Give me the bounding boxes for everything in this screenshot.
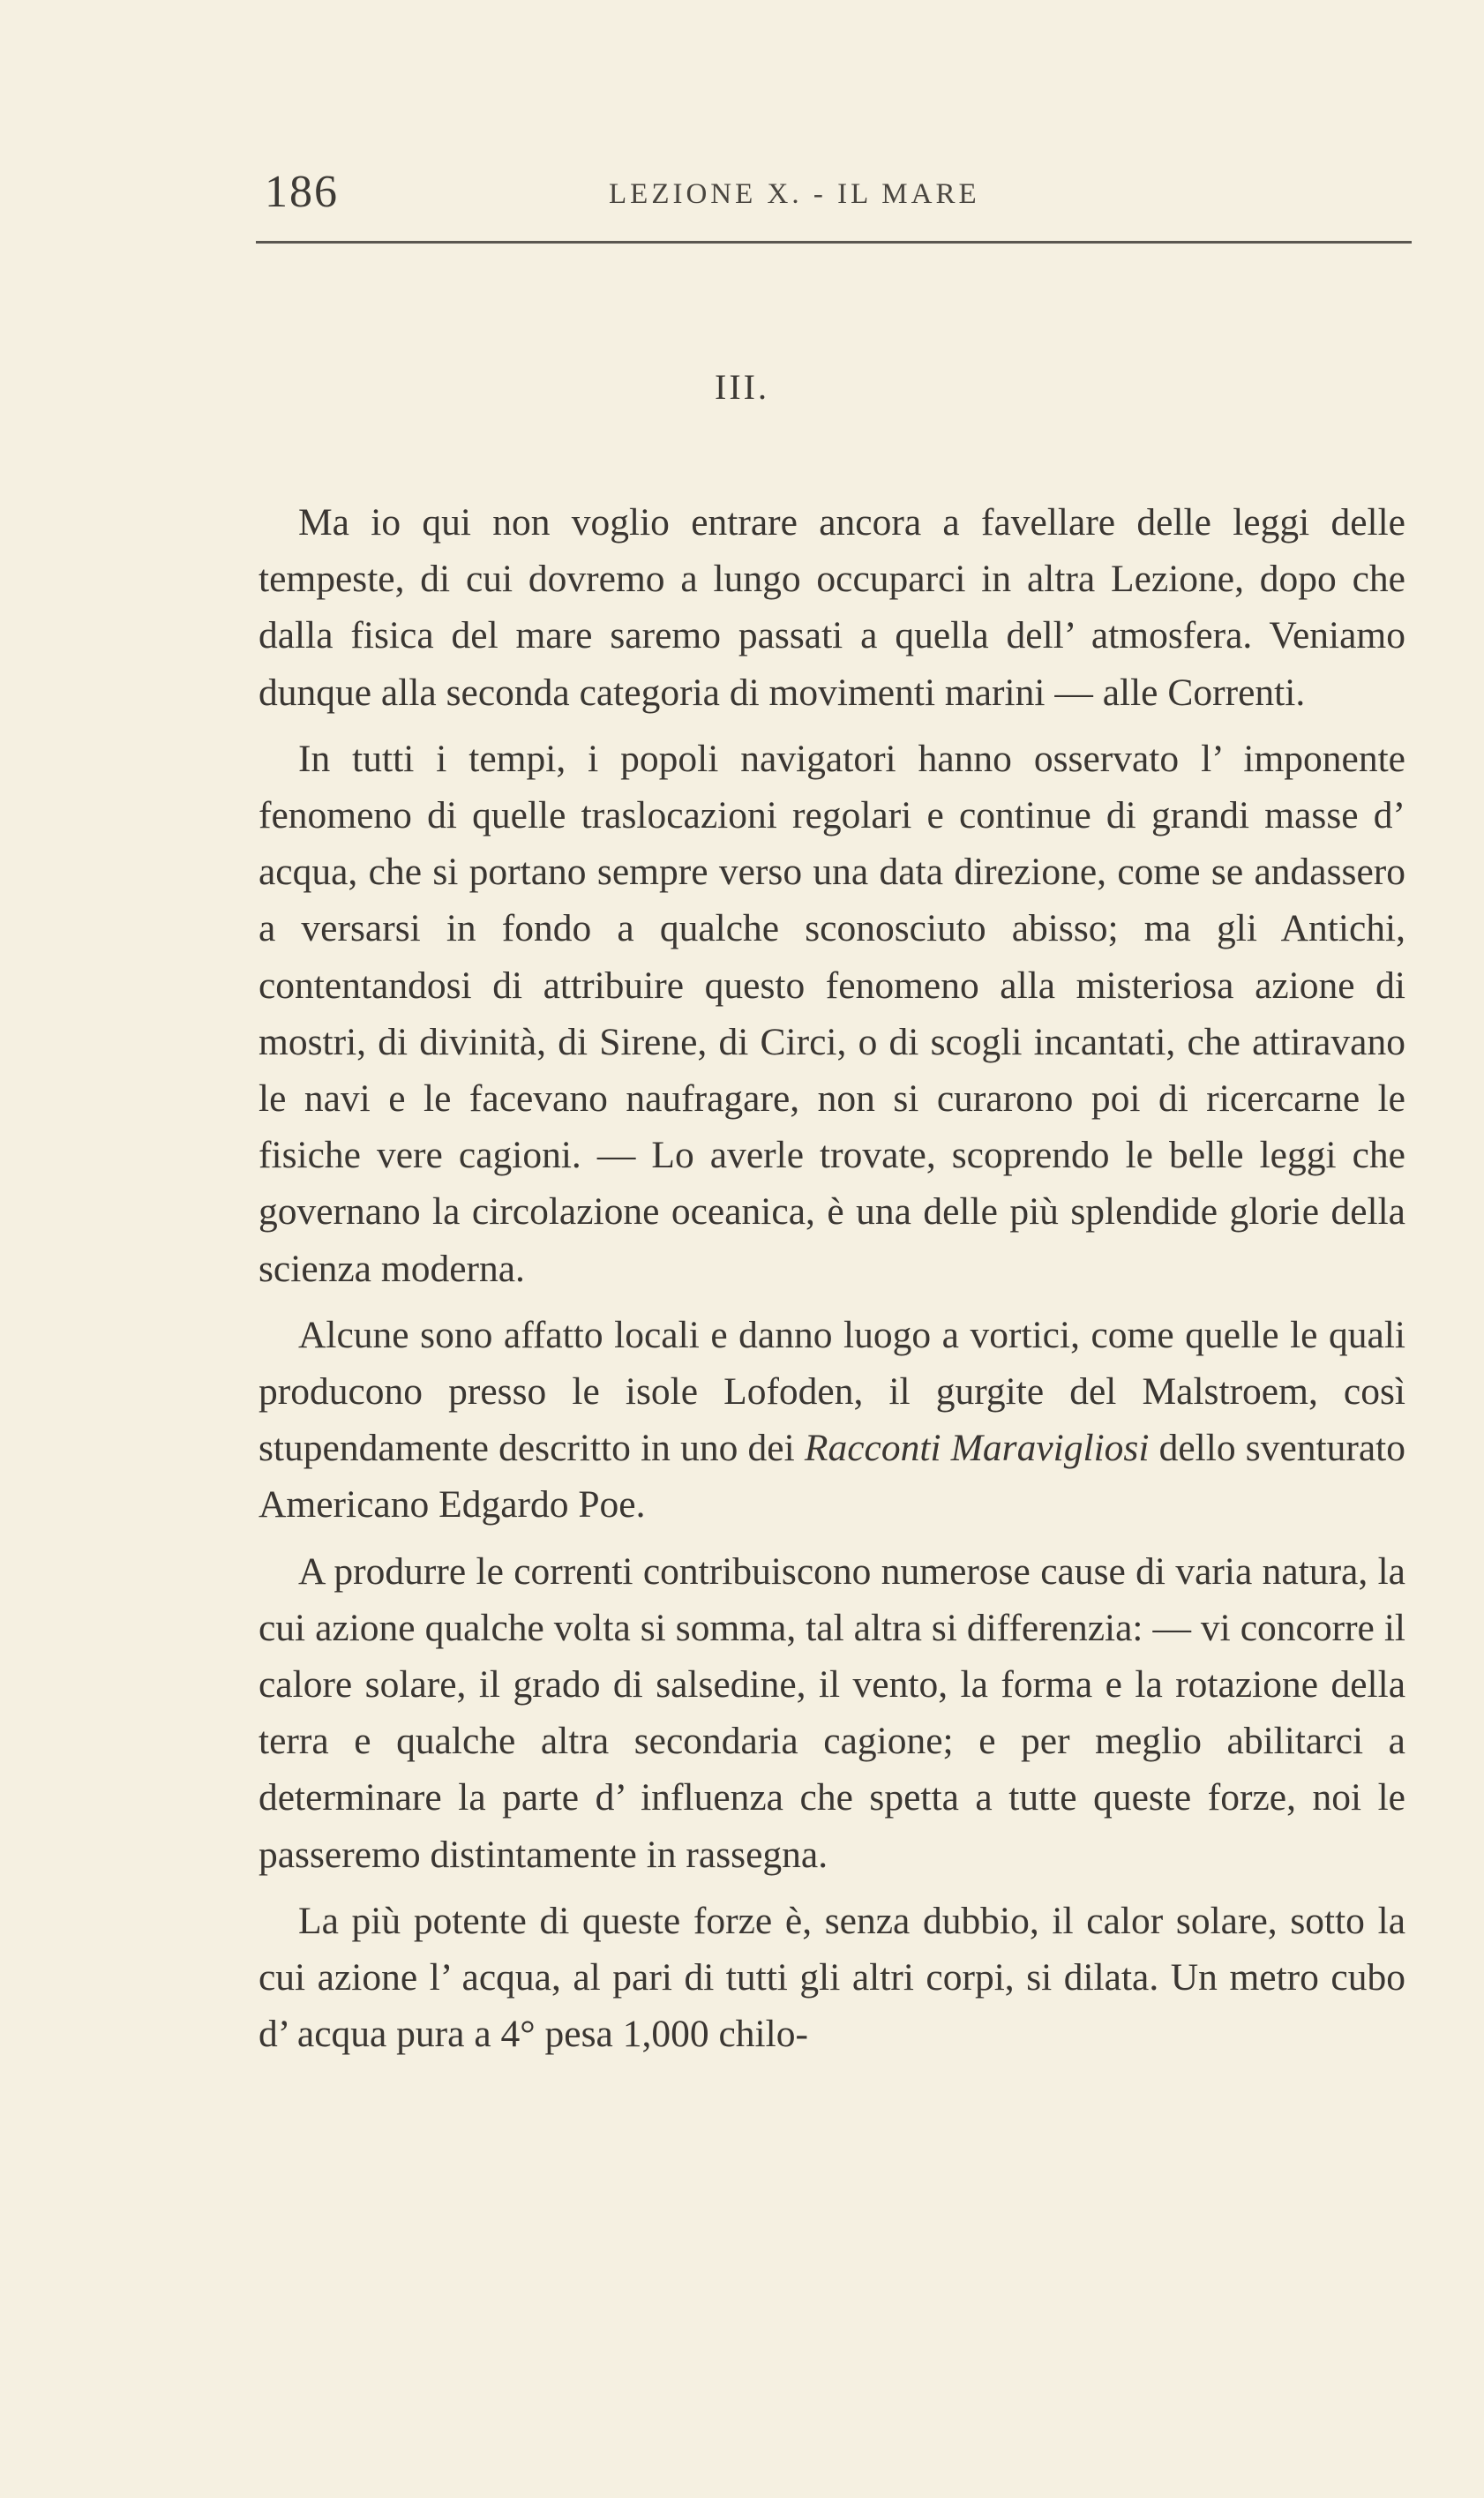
paragraph: A produrre le correnti contribuiscono numerose cause di varia natura, la cui azione qualche volta si somma, tal altra si differenzia: — vi concorre il calore solare, il grado di salsedine, il vento, la forma e la rotazione della terra e qualche altra secondaria cagione; e per meglio abilitarci a determinare la parte d’ influenza che spetta a tutte queste forze, noi le passeremo distintamente in rassegna. [259,1549,1405,1876]
page-header [256,159,1412,221]
paragraph-text: Alcune sono affatto locali e danno luogo a vortici, come quelle le quali producono presso le isole Lofoden, il gurgite del Malstroem, così stupendamente descritto in uno dei [259,1313,1405,1470]
header-rule [256,241,1412,244]
paragraph: In tutti i tempi, i popoli navigatori hanno osservato l’ imponente fenomeno di quelle traslocazioni regolari e continue di grandi masse d’ acqua, che si portano sempre verso una data direzione, come se andassero a versarsi in fondo a qualche sconosciuto abisso; ma gli Antichi, contentandosi di attribuire questo fenomeno alla misteriosa azione di mostri, di divinità, di Sirene, di Circi, o di scogli incantati, che attiravano le navi e le facevano naufragare, non si curarono poi di ricercarne le fisiche vere cagioni. — Lo averle trovate, scoprendo le belle leggi che governano la circolazione oceanica, è una delle più splendide glorie della scienza moderna. [259,737,1405,1290]
body-text [259,494,1405,2072]
running-head: LEZIONE X. - IL MARE [609,178,980,210]
paragraph: Ma io qui non voglio entrare ancora a favellare delle leggi delle tempeste, di cui dovremo a lungo occuparci in altra Lezione, dopo che dalla fisica del mare saremo passati a quella dell’ atmosfera. Veniamo dunque alla seconda categoria di movimenti marini — alle Correnti. [259,501,1405,714]
section-number: III. [715,367,769,407]
paragraph-text: dello sventurato Americano Edgardo Poe. [259,1427,1405,1527]
paragraph [259,1307,1405,1534]
page-number: 186 [265,167,339,217]
book-title-italic: Racconti Maravigliosi [804,1427,1150,1470]
paragraph: La più potente di queste forze è, senza dubbio, il calor solare, sotto la cui azione l’ acqua, al pari di tutti gli altri corpi, si dilata. Un metro cubo d’ acqua pura a 4° pesa 1,000 chilo- [259,1899,1405,2056]
